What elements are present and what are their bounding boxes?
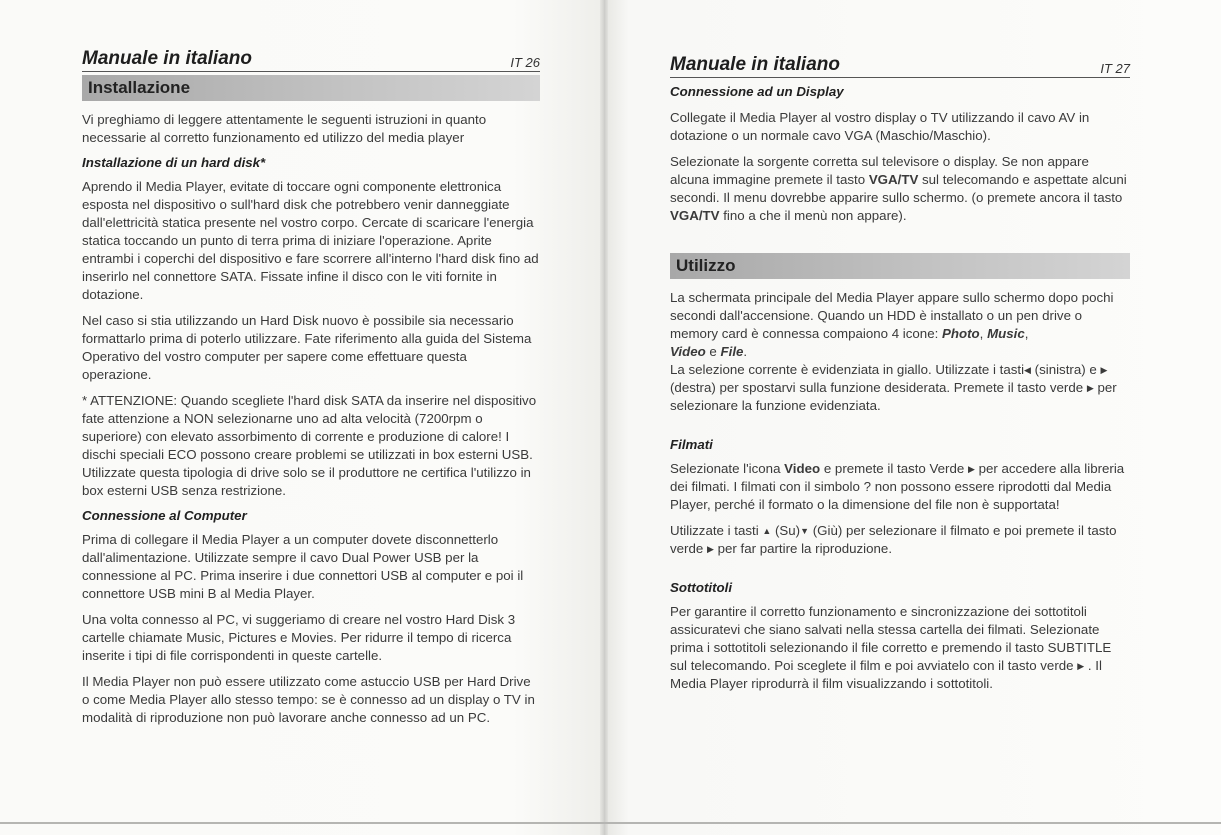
source-text-c: fino a che il menù non appare).	[719, 208, 907, 223]
usage-text-d: (destra) per spostarvi sulla funzione desiderata. Premete il tasto verde	[670, 380, 1084, 395]
bottom-edge	[0, 822, 1221, 824]
left-column	[82, 48, 540, 727]
right-page-number: IT 27	[1100, 61, 1130, 76]
navigate-text-a: Utilizzate i tasti	[670, 523, 759, 538]
subheading-sottotitoli: Sottotitoli	[670, 580, 733, 595]
file-label: File	[720, 344, 744, 359]
right-arrow-icon: ▶	[967, 464, 975, 474]
subtitles-text-b: . Il Media Player riprodurrà il film visualizzando i sottotitoli.	[670, 658, 1102, 691]
subtitles-text-a: Per garantire il corretto funzionamento e sincronizzazione dei sottotitoli assicuratevi che siano salvati nella stessa cartella dei filmati. Selezionate prima i sottotitoli selezionando il file corretto e premendo il tasto SUBTITLE sul telecomando. Poi sceglete il film e poi avviatelo con il tasto verde	[670, 604, 1112, 673]
filmati-text-a: Selezionate l'icona	[670, 461, 785, 476]
filmati-paragraph	[670, 460, 1130, 514]
left-header-title: Manuale in italiano	[82, 48, 252, 69]
subheading-computer: Connessione al Computer	[82, 508, 247, 523]
right-arrow-icon: ▶	[1100, 365, 1108, 375]
left-page-number: IT 26	[510, 55, 540, 70]
usage-text-b: La selezione corrente è evidenziata in giallo. Utilizzate i tasti	[670, 362, 1025, 377]
usb-note-paragraph: Il Media Player non può essere utilizzato come astuccio USB per Hard Drive o come Media Player allo stesso tempo: se è connesso ad un display o TV in modalità di riproduzione non può lavorare anche connesso ad un PC.	[82, 674, 535, 725]
usage-text-a: La schermata principale del Media Player appare sullo schermo dopo pochi secondi dall'accensione. Quando un HDD è installato o un pen drive o memory card è connessa compaiono 4 icone:	[670, 290, 1114, 341]
folders-paragraph: Una volta connesso al PC, vi suggeriamo di creare nel vostro Hard Disk 3 cartelle chiamate Music, Pictures e Movies. Per ridurre il tempo di ricerca inserite i tipi di file corrispondenti in queste cartelle.	[82, 612, 516, 663]
hard-disk-paragraph: Aprendo il Media Player, evitate di toccare ogni componente elettronica esposta nel dispositivo o sull'hard disk che potrebbero venir danneggiate dall'elettricità statica presente nel vostro corpo. Cercate di scaricare l'energia statica toccando un punto di terra prima di iniziare l'operazione. Aprite entrambi i coperchi del dispositivo e fare scorrere all'interno l'hard disk fino ad inserirlo nel connettore SATA. Fissate infine il disco con le viti fornite in dotazione.	[82, 179, 539, 302]
format-paragraph: Nel caso si stia utilizzando un Hard Disk nuovo è possibile sia necessario formattarlo prima di poterlo utilizzare. Fate riferimento alla guida del Sistema Operativo del vostro computer per sapere come effettuare questa operazione.	[82, 313, 532, 382]
vgatv-key: VGA/TV	[670, 208, 720, 223]
source-text-b: sul telecomando e aspettate alcuni secondi. Il menu dovrebbe apparire sullo schermo. (o premete ancora il tasto	[670, 172, 1127, 205]
section-utilizzo: Utilizzo	[670, 253, 1130, 279]
computer-paragraph: Prima di collegare il Media Player a un computer dovete disconnetterlo dall'alimentazione. Utilizzate sempre il cavo Dual Power USB per la connessione al PC. Prima inserire i due connettori USB al computer e poi il connettore USB mini B al Media Player.	[82, 532, 524, 601]
right-arrow-icon: ▶	[1086, 383, 1094, 393]
navigate-text-b: (Su)	[771, 523, 801, 538]
left-header	[82, 48, 540, 72]
down-arrow-icon: ▼	[800, 526, 810, 536]
usage-text-c: (sinistra) e	[1030, 362, 1097, 377]
right-header	[670, 54, 1130, 78]
section-installazione: Installazione	[82, 75, 540, 101]
vgatv-key: VGA/TV	[868, 172, 919, 187]
photo-label: Photo	[942, 326, 980, 341]
display-paragraph: Collegate il Media Player al vostro display o TV utilizzando il cavo AV in dotazione o un normale cavo VGA (Maschio/Maschio).	[670, 110, 1090, 143]
book-fold	[600, 0, 608, 835]
source-paragraph	[670, 153, 1130, 225]
music-label: Music	[987, 326, 1025, 341]
right-arrow-icon: ▶	[706, 544, 714, 554]
intro-paragraph: Vi preghiamo di leggere attentamente le seguenti istruzioni in quanto necessarie al corretto funzionamento ed utilizzo del media player	[82, 112, 487, 145]
usage-paragraph: La schermata principale del Media Player appare sullo schermo dopo pochi secondi dall'accensione. Quando un HDD è installato o un pen drive o memory card è connessa compaiono 4 icone: Photo, Music, Video e File. La selezione corrente è evidenziata in giallo. Utilizzate i tasti◀ (sinistra) e ▶ (destra) per spostarvi sulla funzione desiderata. Premete il tasto verde ▶ per selezionare la funzione evidenziata.	[670, 290, 1117, 413]
subheading-display: Connessione ad un Display	[670, 84, 844, 99]
source-text-a: Selezionate la sorgente corretta sul televisore o display. Se non appare alcuna immagine premete il tasto	[670, 154, 1089, 187]
warning-paragraph: * ATTENZIONE: Quando scegliete l'hard disk SATA da inserire nel dispositivo fate attenzione a NON selezionarne uno ad alta velocità (7200rpm o superiore) con elevato assorbimento di corrente e produzione di calore! I dischi speciali ECO possono creare problemi se utilizzati in box esterni USB. Utilizzate questa tipologia di drive solo se il produttore ne certifica l'utilizzo in box esterni USB senza restrizione.	[82, 393, 537, 498]
right-column	[670, 54, 1130, 693]
right-arrow-icon: ▶	[1077, 661, 1085, 671]
left-arrow-icon: ◀	[1024, 365, 1031, 375]
usage-word-e: e	[705, 344, 721, 359]
up-arrow-icon: ▲	[762, 526, 772, 536]
subheading-filmati: Filmati	[670, 437, 713, 452]
filmati-text-b: e premete il tasto Verde	[820, 461, 965, 476]
subtitles-paragraph	[670, 603, 1130, 693]
navigate-text-d: per far partire la riproduzione.	[713, 541, 893, 556]
navigate-paragraph	[670, 522, 1130, 558]
subheading-hard-disk: Installazione di un hard disk*	[82, 155, 266, 170]
video-key: Video	[784, 461, 821, 476]
navigate-text-c: (Giù) per selezionare il filmato e poi premete il tasto verde	[670, 523, 1117, 556]
usage-text-e: per selezionare la funzione evidenziata.	[670, 380, 1117, 413]
video-label: Video	[670, 344, 706, 359]
filmati-text-c: per accedere alla libreria dei filmati. I filmati con il simbolo ? non possono essere riprodotti dal Media Player, perché il formato o la dimensione del file non è supportata!	[670, 461, 1125, 512]
right-header-title: Manuale in italiano	[670, 54, 840, 75]
